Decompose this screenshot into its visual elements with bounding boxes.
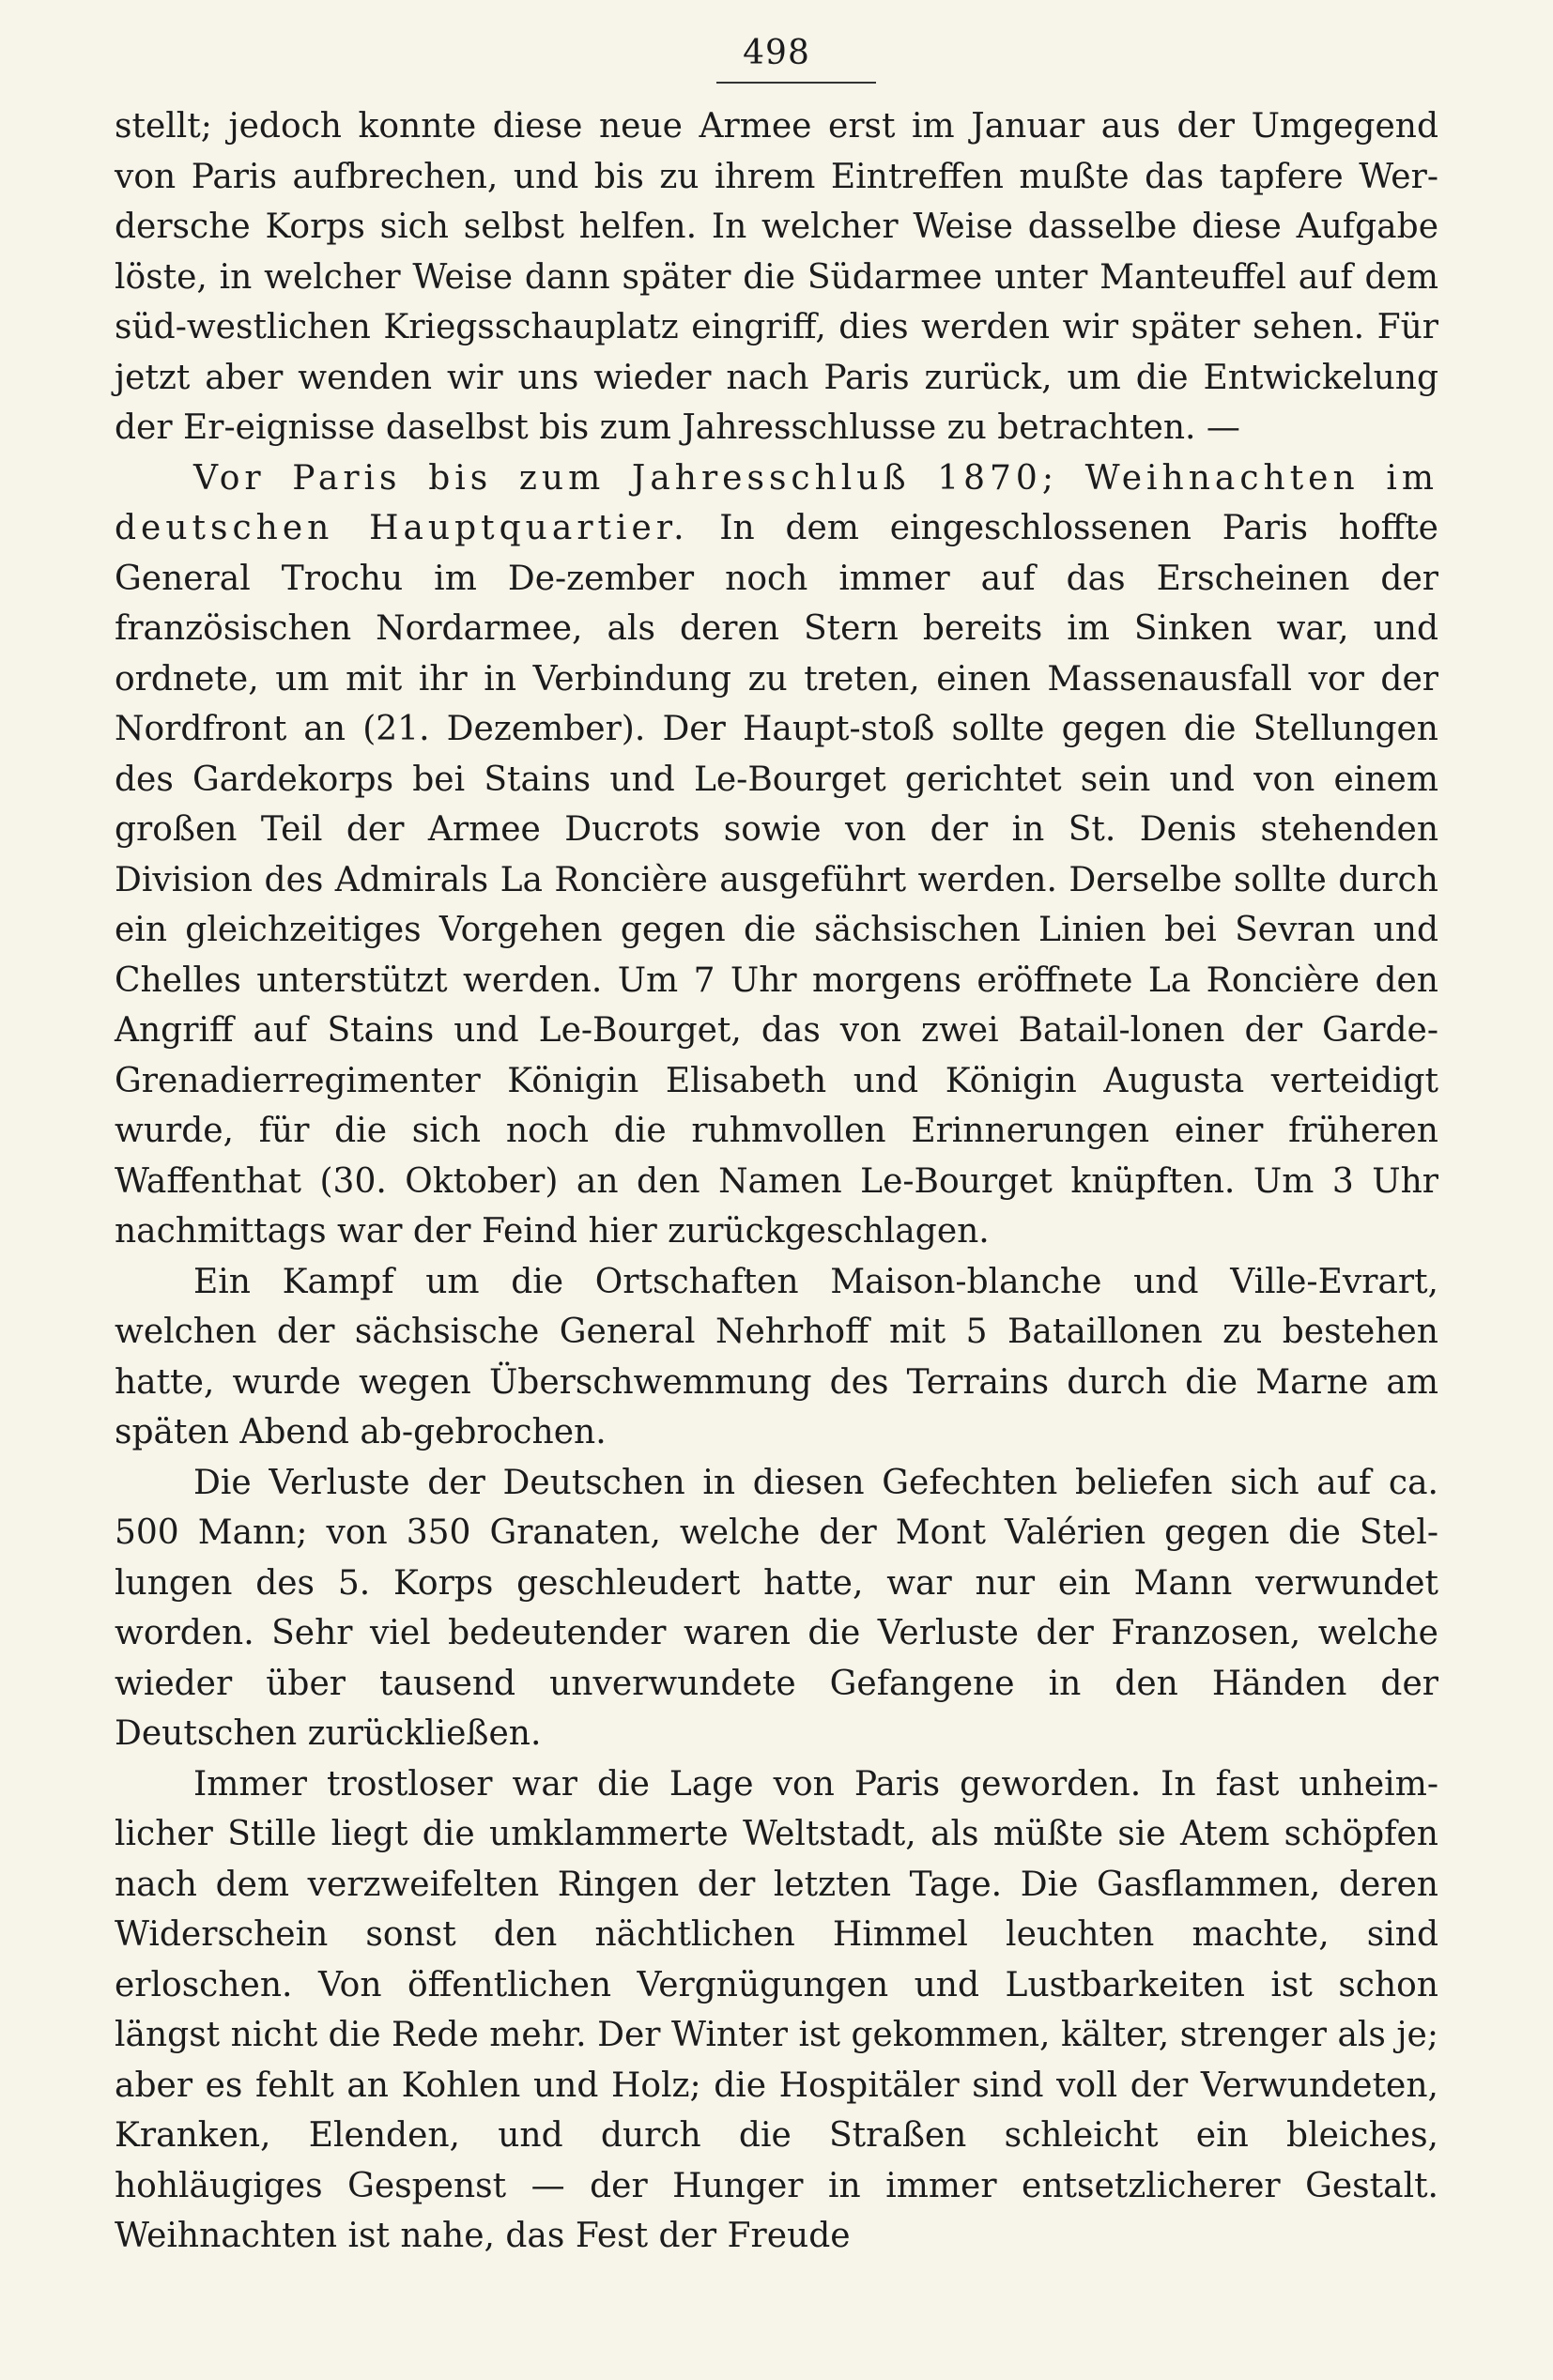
paragraph-3: Ein Kampf um die Ortschaften Maison-blanche und Ville-Evrart, welchen der sächsische General Nehrhoff mit 5 Bataillonen zu bestehen hatte, wurde wegen Überschwemmung des Terrains durch die Marne am späten Abend ab-gebrochen. [115, 1262, 1438, 1451]
paragraph-5: Immer trostloser war die Lage von Paris geworden. In fast unheim-licher Stille liegt die umklammerte Weltstadt, als müßte sie Atem schöpfen nach dem verzweifelten Ringen der letzten Tage. Die Gasflammen, deren Widerschein sonst den nächtlichen Himmel leuchten machte, sind erloschen. Von öffentlichen Vergnügungen und Lustbarkeiten ist schon längst nicht die Rede mehr. Der Winter ist gekommen, kälter, strenger als je; aber es fehlt an Kohlen und Holz; die Hospitäler sind voll der Verwundeten, Kranken, Elenden, und durch die Straßen schleicht ein bleiches, hohläugiges Gespenst — der Hunger in immer entsetzlicherer Gestalt. Weihnachten ist nahe, das Fest der Freude [115, 1764, 1438, 2255]
paragraph-2 [115, 453, 1438, 1257]
body-text [115, 101, 1438, 2262]
header-rule [716, 82, 876, 84]
paragraph-1: stellt; jedoch konnte diese neue Armee erst im Januar aus der Umgegend von Paris aufbrechen, und bis zu ihrem Eintreffen mußte das tapfere Wer-dersche Korps sich selbst helfen. In welcher Weise dasselbe diese Aufgabe löste, in welcher Weise dann später die Südarmee unter Manteuffel auf dem süd-westlichen Kriegsschauplatz eingriff, dies werden wir später sehen. Für jetzt aber wenden wir uns wieder nach Paris zurück, um die Entwickelung der Er-eignisse daselbst bis zum Jahresschlusse zu betrachten. — [115, 107, 1438, 447]
page-number: 498 [743, 34, 810, 72]
section-heading: Vor Paris bis zum Jahresschluß 1870; Weihnachten im deutschen Hauptquartier. [115, 458, 1438, 547]
paragraph-2-body: In dem eingeschlossenen Paris hoffte General Trochu im De-zember noch immer auf das Erscheinen der französischen Nordarmee, als deren Stern bereits im Sinken war, und ordnete, um mit ihr in Verbindung zu treten, einen Massenausfall vor der Nordfront an (21. Dezember). Der Haupt-stoß sollte gegen die Stellungen des Gardekorps bei Stains und Le-Bourget gerichtet sein und von einem großen Teil der Armee Ducrots sowie von der in St. Denis stehenden Division des Admirals La Roncière ausgeführt werden. Derselbe sollte durch ein gleichzeitiges Vorgehen gegen die sächsischen Linien bei Sevran und Chelles unterstützt werden. Um 7 Uhr morgens eröffnete La Roncière den Angriff auf Stains und Le-Bourget, das von zwei Batail-lonen der Garde-Grenadierregimenter Königin Elisabeth und Königin Augusta verteidigt wurde, für die sich noch die ruhmvollen Erinnerungen einer früheren Waffenthat (30. Oktober) an den Namen Le-Bourget knüpften. Um 3 Uhr nachmittags war der Feind hier zurückgeschlagen. [115, 509, 1438, 1251]
paragraph-4: Die Verluste der Deutschen in diesen Gefechten beliefen sich auf ca. 500 Mann; von 350 Granaten, welche der Mont Valérien gegen die Stel-lungen des 5. Korps geschleudert hatte, war nur ein Mann verwundet worden. Sehr viel bedeutender waren die Verluste der Franzosen, welche wieder über tausend unverwundete Gefangene in den Händen der Deutschen zurückließen. [115, 1463, 1438, 1753]
